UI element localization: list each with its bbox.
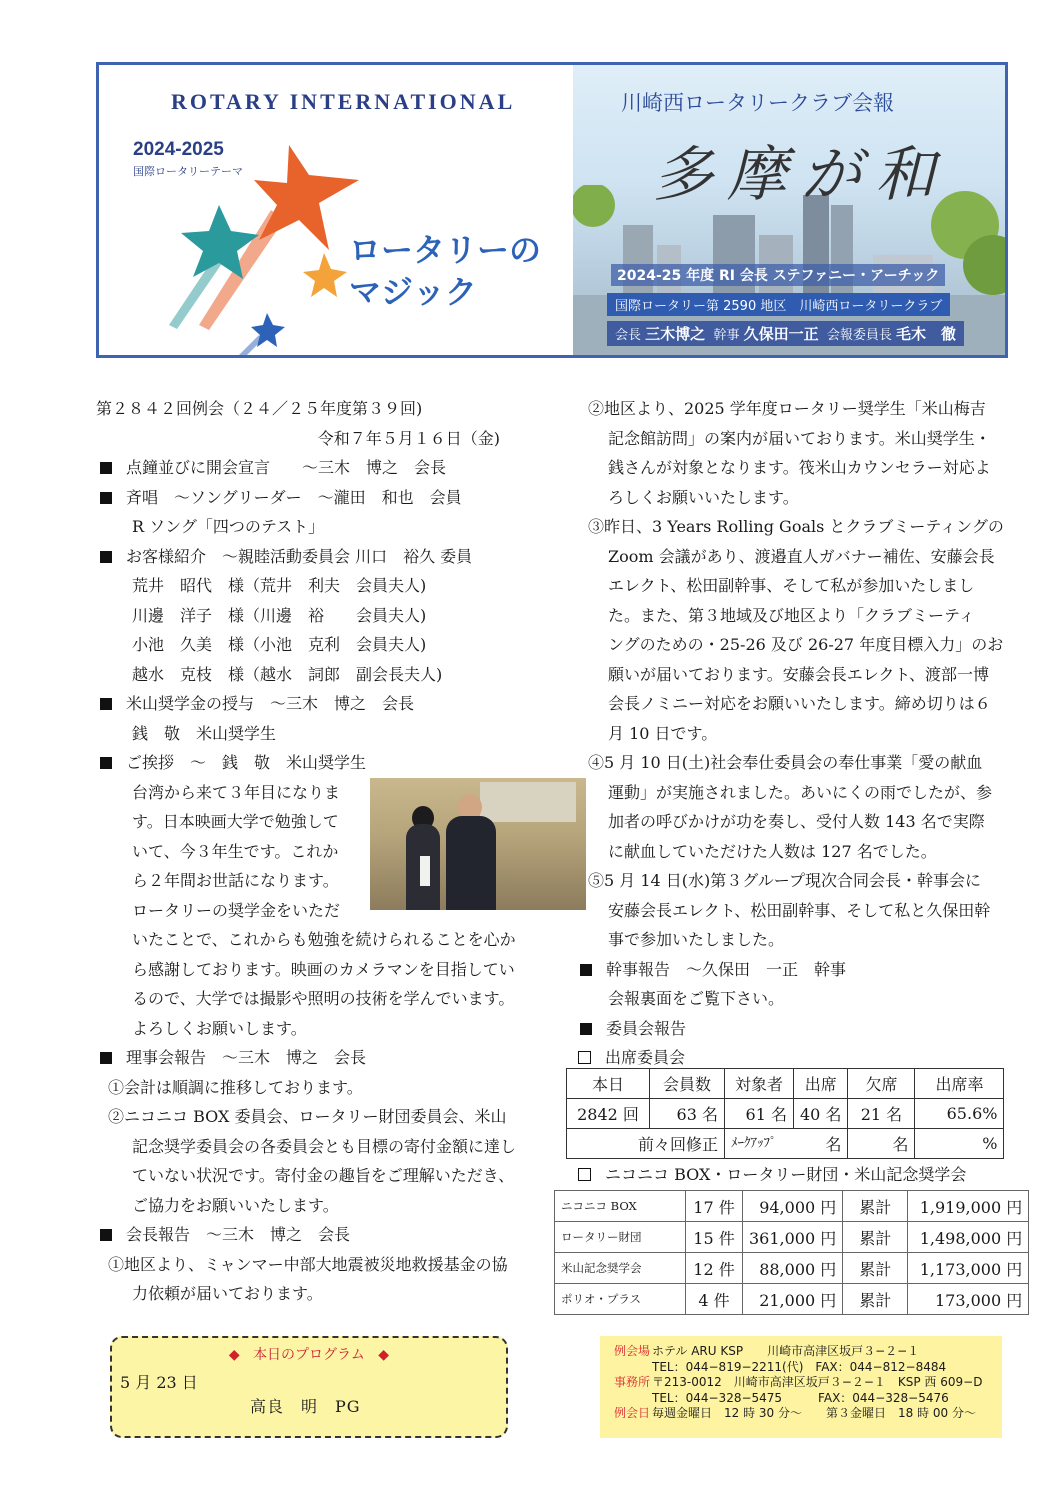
report-item-2-cont: ろしくお願いいたします。 — [608, 487, 799, 507]
photo-screen — [480, 782, 576, 822]
hollow-square-bullet-icon — [578, 1051, 591, 1064]
section-song — [96, 483, 544, 513]
table-row — [567, 1099, 1004, 1129]
ri-president-line: 2024-25 年度 RI 会長 ステファニー・アーチック — [611, 264, 945, 286]
section-scholarship — [96, 689, 544, 719]
report-item-3-cont: た。また、第３地域及び地区より「クラブミーティ — [608, 605, 975, 625]
hollow-square-bullet-icon — [578, 1168, 591, 1181]
scholarship-award-photo — [370, 778, 586, 910]
section-guests-text: お客様紹介 ～親睦活動委員会 川口 裕久 委員 — [126, 546, 473, 566]
section-board-report — [96, 1043, 544, 1073]
report-item-4: ④5 月 10 日(土)社会奉仕委員会の奉仕事業「愛の献血 — [588, 753, 983, 772]
theme-line-2: マジック — [349, 273, 478, 311]
report-item-3: ③昨日、3 Years Rolling Goals とクラブミーティングの — [588, 517, 1004, 536]
report-item-4-cont: 加者の呼びかけが功を奏し、受付人数 143 名で実際 — [608, 812, 985, 831]
report-item-5: ⑤5 月 14 日(水)第３グループ現次合同会長・幹事会に — [588, 871, 982, 890]
office-text: 〒213-0012 川崎市高津区坂戸３−２−１ KSP 西 609−D — [652, 1375, 983, 1390]
section-guests — [96, 542, 544, 572]
venue-tel: TEL：044−819−2211(代) FAX：044−812−8484 — [652, 1359, 947, 1374]
club-title: 川崎西ロータリークラブ会報 — [621, 91, 894, 115]
photo-person — [446, 816, 496, 910]
table-cell: 2842 回 — [567, 1099, 650, 1129]
scholarship-recipient: 銭 敬 米山奨学生 — [132, 723, 277, 743]
donation-table — [554, 1190, 1029, 1315]
section-scholarship-text: 米山奨学金の授与 ～三木 博之 会長 — [126, 694, 415, 713]
club-info-box — [600, 1336, 1002, 1438]
report-item-2-cont: 銭さんが対象となります。筏米山カウンセラー対応よ — [608, 458, 991, 477]
fund-name: ニコニコ BOX — [555, 1191, 686, 1222]
song-title: R ソング「四つのテスト」 — [132, 517, 325, 536]
fund-name: ロータリー財団 — [555, 1222, 686, 1253]
theme-title — [349, 229, 541, 313]
attendance-table — [566, 1068, 1004, 1159]
attendance-title-text: 出席委員会 — [605, 1048, 686, 1067]
table-row — [555, 1284, 1029, 1315]
guest-item: 荒井 昭代 様（荒井 利夫 会員夫人) — [132, 576, 427, 595]
theme-line-1: ロータリーの — [349, 231, 542, 269]
program-title-text: 本日のプログラム — [253, 1347, 365, 1363]
fund-total: 1,173,000 円 — [908, 1253, 1029, 1284]
secretary-report-detail: 会報裏面をご覧下さい。 — [608, 989, 785, 1008]
square-bullet-icon — [100, 462, 112, 474]
table-cell — [725, 1129, 848, 1159]
speech-line: いて、今３年生です。これか — [132, 841, 339, 861]
report-item-4-cont: に献血していただけた人数は 127 名でした。 — [608, 841, 937, 861]
header-banner — [96, 62, 1008, 358]
venue-label: 例会場 — [614, 1344, 651, 1358]
fund-amount: 88,000 円 — [743, 1253, 843, 1284]
section-committee-report-text: 委員会報告 — [606, 1018, 687, 1038]
square-bullet-icon — [580, 964, 592, 976]
report-item-3-cont: Zoom 会議があり、渡邉直人ガバナー補佐、安藤会長 — [608, 546, 995, 566]
photo-certificate — [420, 856, 430, 886]
meeting-day-label: 例会日 — [614, 1406, 651, 1421]
header-cell: 出席率 — [915, 1069, 1004, 1099]
table-header-row — [567, 1069, 1004, 1099]
diamond-icon: ◆ — [378, 1347, 390, 1363]
table-cell: 21 名 — [848, 1099, 915, 1129]
fund-total: 173,000 円 — [908, 1284, 1029, 1315]
newsletter-name: 多摩が和 — [653, 140, 949, 210]
section-board-report-text: 理事会報告 ～三木 博之 会長 — [126, 1048, 367, 1067]
venue-text: ホテル ARU KSP 川崎市高津区坂戸３−２−１ — [652, 1344, 920, 1358]
fund-amount: 94,000 円 — [743, 1191, 843, 1222]
section-greeting — [96, 748, 544, 778]
speech-line: す。日本映画大学で勉強して — [132, 812, 339, 831]
editor-label: 会報委員長 — [826, 328, 892, 343]
board-item-cont: 記念奨学委員会の各委員会とも目標の寄付金額に達し — [132, 1136, 517, 1156]
table-cell: 61 名 — [725, 1099, 794, 1129]
header-cell: 出席 — [794, 1069, 848, 1099]
section-secretary-report-text: 幹事報告 ～久保田 一正 幹事 — [606, 959, 847, 979]
header-cell: 会員数 — [650, 1069, 725, 1099]
header-cell: 欠席 — [848, 1069, 915, 1099]
ri-theme-panel — [99, 65, 573, 355]
board-item: ②ニコニコ BOX 委員会、ロータリー財団委員会、米山 — [108, 1107, 507, 1126]
diamond-icon: ◆ — [228, 1347, 240, 1363]
fund-title — [576, 1160, 966, 1190]
square-bullet-icon — [100, 757, 112, 769]
makeup-unit: 名 — [825, 1135, 842, 1154]
fund-title-text: ニコニコ BOX・ロータリー財団・米山記念奨学会 — [605, 1165, 967, 1184]
section-song-text: 斉唱 ～ソングリーダー ～瀧田 和也 会員 — [126, 487, 462, 507]
table-cell: 65.6% — [915, 1099, 1004, 1129]
editor-name: 毛木 徹 — [896, 325, 957, 343]
meeting-date: 令和７年５月１６日（金) — [317, 428, 500, 448]
table-row — [555, 1191, 1029, 1222]
board-item-cont: ていない状況です。寄付金の趣旨をご理解いただき、 — [132, 1166, 515, 1185]
fund-amount: 361,000 円 — [743, 1222, 843, 1253]
fund-total: 1,919,000 円 — [908, 1191, 1029, 1222]
table-cell: % — [915, 1129, 1004, 1159]
header-cell: 本日 — [567, 1069, 650, 1099]
board-item-cont: ご協力をお願いいたします。 — [132, 1195, 339, 1215]
president-name: 三木博之 — [645, 325, 706, 343]
president-item-cont: 力依頼が届いております。 — [132, 1284, 323, 1303]
program-title — [112, 1344, 506, 1364]
report-item-4-cont: 運動」が実施されました。あいにくの雨でしたが、参 — [608, 782, 993, 802]
secretary-label: 幹事 — [713, 328, 740, 343]
fund-name: 米山記念奨学会 — [555, 1253, 686, 1284]
section-president-report-text: 会長報告 ～三木 博之 会長 — [126, 1225, 351, 1244]
office-tel: TEL：044−328−5475 FAX：044−328−5476 — [652, 1390, 949, 1405]
section-committee-report — [576, 1014, 1024, 1044]
table-row — [555, 1222, 1029, 1253]
fund-count: 12 件 — [686, 1253, 743, 1284]
speech-line: ロータリーの奨学金をいただ — [132, 900, 341, 920]
meeting-number: 第２８４２回例会（２４／２５年度第３９回) — [96, 399, 423, 418]
board-item: ①会計は順調に推移しております。 — [108, 1077, 363, 1097]
speech-line: ら２年間お世話になります。 — [132, 871, 339, 890]
makeup-label: ﾒｰｸｱｯﾌﾟ — [731, 1136, 777, 1151]
speech-line: ら感謝しております。映画のカメラマンを目指してい — [132, 959, 515, 979]
ri-year: 2024-2025 — [133, 139, 224, 160]
section-president-report — [96, 1220, 544, 1250]
fund-total-label: 累計 — [843, 1222, 908, 1253]
header-cell: 対象者 — [725, 1069, 794, 1099]
table-cell: 63 名 — [650, 1099, 725, 1129]
section-secretary-report — [576, 955, 1024, 985]
square-bullet-icon — [100, 1052, 112, 1064]
meeting-day-line — [614, 1406, 1002, 1422]
club-photo-panel — [573, 65, 1008, 355]
fund-total-label: 累計 — [843, 1284, 908, 1315]
ri-title: ROTARY INTERNATIONAL — [171, 89, 516, 114]
table-row — [567, 1129, 1004, 1159]
office-line — [614, 1375, 1002, 1391]
table-cell: 名 — [848, 1129, 915, 1159]
meeting-day-text: 毎週金曜日 12 時 30 分〜 第３金曜日 18 時 00 分〜 — [652, 1406, 976, 1421]
square-bullet-icon — [100, 1229, 112, 1241]
ri-theme-label: 国際ロータリーテーマ — [133, 166, 243, 178]
speech-line: いたことで、これからも勉強を続けられることを心か — [132, 930, 516, 949]
report-item-2: ②地区より、2025 学年度ロータリー奨学生「米山梅吉 — [588, 399, 986, 418]
table-row — [555, 1253, 1029, 1284]
president-item: ①地区より、ミャンマー中部大地震被災地救援基金の協 — [108, 1254, 508, 1274]
table-cell: 40 名 — [794, 1099, 848, 1129]
speech-line: 台湾から来て３年目になりま — [132, 782, 341, 802]
report-item-3-cont: エレクト、松田副幹事、そして私が参加いたしまし — [608, 576, 975, 595]
fund-count: 4 件 — [686, 1284, 743, 1315]
program-speaker: 高良 明 PG — [250, 1397, 361, 1416]
right-column — [576, 394, 1024, 1073]
report-item-3-cont: 月 10 日です。 — [608, 723, 718, 743]
guest-item: 小池 久美 様（小池 克利 会員夫人) — [132, 635, 427, 654]
square-bullet-icon — [100, 698, 112, 710]
section-opening — [96, 453, 544, 483]
fund-name: ポリオ・プラス — [555, 1284, 686, 1315]
guest-item: 川邊 洋子 様（川邊 裕 会員夫人) — [132, 605, 427, 625]
fund-total-label: 累計 — [843, 1253, 908, 1284]
guest-item: 越水 克枝 様（越水 詞郎 副会長夫人) — [132, 664, 443, 684]
fund-total-label: 累計 — [843, 1191, 908, 1222]
fund-count: 17 件 — [686, 1191, 743, 1222]
fund-total: 1,498,000 円 — [908, 1222, 1029, 1253]
president-label: 会長 — [615, 328, 642, 343]
fund-amount: 21,000 円 — [743, 1284, 843, 1315]
section-opening-text: 点鐘並びに開会宣言 ～三木 博之 会長 — [126, 458, 447, 477]
rotary-magic-stars-logo — [159, 125, 359, 358]
venue-line — [614, 1344, 1002, 1360]
speech-line: よろしくお願いします。 — [132, 1018, 307, 1038]
officers-line — [607, 321, 964, 346]
speech-line: るので、大学では撮影や照明の技術を学んでいます。 — [132, 989, 515, 1008]
secretary-name: 久保田一正 — [743, 325, 819, 343]
report-item-5-cont: 安藤会長エレクト、松田副幹事、そして私と久保田幹 — [608, 900, 991, 920]
fund-count: 15 件 — [686, 1222, 743, 1253]
today-program-box — [110, 1336, 508, 1438]
report-item-5-cont: 事で参加いたしました。 — [608, 930, 785, 949]
section-greeting-text: ご挨拶 ～ 銭 敬 米山奨学生 — [126, 753, 367, 772]
district-line: 国際ロータリー第 2590 地区 川崎西ロータリークラブ — [607, 293, 950, 316]
table-cell: 前々回修正 — [567, 1129, 725, 1159]
square-bullet-icon — [100, 492, 112, 504]
report-item-3-cont: ングのための・25-26 及び 26-27 年度目標入力」のお — [608, 635, 1004, 654]
report-item-3-cont: 願いが届いております。安藤会長エレクト、渡部一博 — [608, 664, 989, 684]
square-bullet-icon — [580, 1023, 592, 1035]
report-item-3-cont: 会長ノミニー対応をお願いいたします。締め切りは６ — [608, 694, 991, 713]
square-bullet-icon — [100, 551, 112, 563]
report-item-2-cont: 記念館訪問」の案内が届いております。米山奨学生・ — [608, 428, 991, 448]
office-label: 事務所 — [614, 1375, 651, 1390]
program-date: 5 月 23 日 — [120, 1373, 198, 1392]
